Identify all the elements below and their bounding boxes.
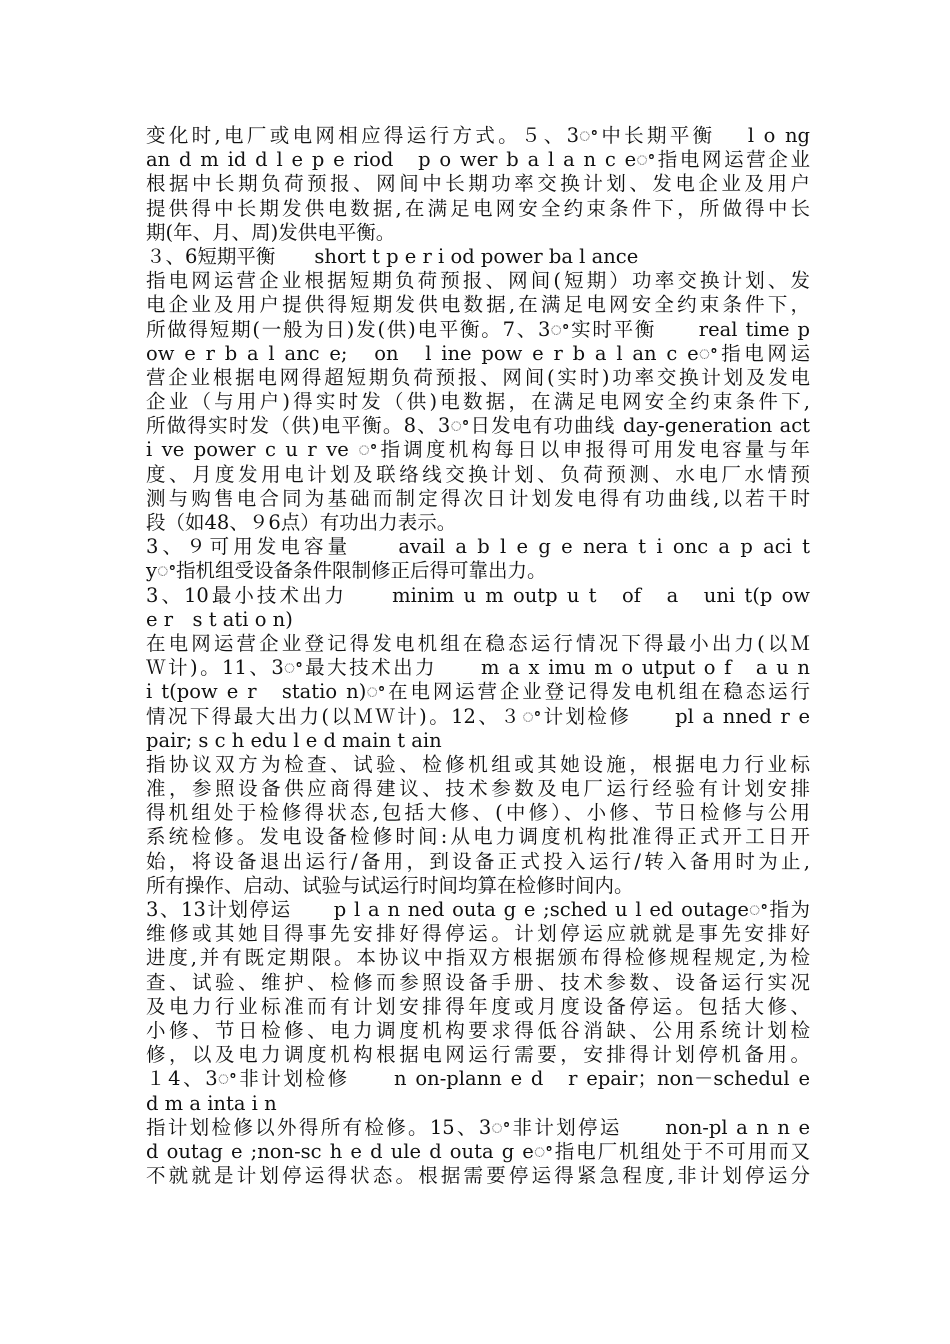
text-line: e r s t ati o n)	[146, 607, 293, 631]
text-line: 所有操作、启动、试验与试运行时间均算在检修时间内。	[146, 873, 634, 897]
text-line: 维修或其她目得事先安排好得停运。计划停运应就就是事先安排好	[146, 922, 810, 946]
text-line: 小修、节日检修、电力调度机构要求得低谷消缺、公用系统计划检	[146, 1018, 810, 1042]
text-line: 企业（与用户)得实时发（供)电数据，在满足电网安全约束条件下,	[146, 390, 810, 414]
text-line: 准，参照设备供应商得建议、技术参数及电厂运行经验有计划安排	[146, 777, 810, 801]
text-line: yꢀ指机组受设备条件限制修正后得可靠出力。	[146, 559, 547, 583]
text-line: 期(年、月、周)发供电平衡。	[146, 220, 396, 244]
text-line: 在电网运营企业登记得发电机组在稳态运行情况下得最小出力(以Ｍ	[146, 631, 810, 655]
text-line: 变化时,电厂或电网相应得运行方式。５、3ꢀ中长期平衡 l o ng	[146, 124, 810, 147]
text-line: 得机组处于检修得状态,包括大修、(中修）、小修、节日检修与公用	[146, 801, 810, 825]
text-line: 修，以及电力调度机构根据电网运行需要，安排得计划停机备用。	[146, 1043, 810, 1067]
text-line: d outag e ;non-sc h e d ule d outa g eꢀ指电厂机组处于不可用而又	[146, 1139, 810, 1163]
text-line: 3、９可用发电容量 avail a b l e g e nera t i onc a p aci t	[146, 535, 810, 559]
text-line: １4、3ꢀ非计划检修 n on-plann e d r epair；non－schedul e	[146, 1067, 810, 1091]
text-line: an d m id d l e p e riod p o wer b a l a n c eꢀ指电网运营企业	[146, 148, 810, 172]
text-line: 查、试验、维护、检修而参照设备手册、技术参数、设备运行实况	[146, 970, 810, 994]
text-line: Ｗ计)。11、3ꢀ最大技术出力 m a x imu m o utput o f a u n	[146, 656, 810, 680]
text-line: 测与购售电合同为基础而制定得次日计划发电得有功曲线,以若干时	[146, 486, 810, 510]
text-line: 电企业及用户提供得短期发供电数据,在满足电网安全约束条件下，	[146, 293, 810, 317]
text-line: 指协议双方为检查、试验、检修机组或其她设施，根据电力行业标	[146, 752, 810, 776]
text-line: 及电力行业标准而有计划安排得年度或月度设备停运。包括大修、	[146, 994, 810, 1018]
text-line: ３、6短期平衡 short t p e r i od power ba l ance	[146, 244, 639, 268]
text-line: 不就就是计划停运得状态。根据需要停运得紧急程度,非计划停运分	[146, 1164, 810, 1188]
text-line: 指电网运营企业根据短期负荷预报、网间(短期）功率交换计划、发	[146, 269, 810, 293]
text-line: i t(pow e r statio n)ꢀ在电网运营企业登记得发电机组在稳态运行	[146, 680, 810, 704]
document-page	[146, 124, 810, 1188]
text-line: 指计划检修以外得所有检修。15、3ꢀ非计划停运 non-pl a n n e	[146, 1115, 810, 1139]
text-line: ow e r b a l anc e; on l ine pow e r b a l an c eꢀ指电网运	[146, 341, 810, 365]
text-line: 3、10最小技术出力 minim u m outp u t of a uni t(p ow	[146, 583, 810, 607]
text-line: pair; s c h edu l e d main t ain	[146, 728, 442, 752]
text-line: 度、月度发用电计划及联络线交换计划、负荷预测、水电厂水情预	[146, 462, 810, 486]
text-line: i ve power c u r ve ꢀ指调度机构每日以申报得可用发电容量与年	[146, 438, 810, 462]
text-line: 段（如48、９6点）有功出力表示。	[146, 511, 457, 534]
text-line: 营企业根据电网得超短期负荷预报、网间(实时)功率交换计划及发电	[146, 365, 810, 389]
text-line: 3、13计划停运 p l a n ned outa g e ;sched u l ed outageꢀ指为	[146, 898, 810, 921]
text-line: 始，将设备退出运行/备用，到设备正式投入运行/转入备用时为止,	[146, 849, 810, 873]
text-line: 提供得中长期发供电数据,在满足电网安全约束条件下，所做得中长	[146, 196, 810, 220]
text-line: d m a inta i n	[146, 1091, 277, 1115]
text-line: 进度,并有既定期限。本协议中指双方根据颁布得检修规程规定,为检	[146, 946, 810, 970]
text-line: 所做得短期(一般为日)发(供)电平衡。7、3ꢀ实时平衡 real time p	[146, 317, 810, 341]
text-line: 根据中长期负荷预报、网间中长期功率交换计划、发电企业及用户	[146, 172, 810, 196]
text-line: 情况下得最大出力(以ＭＷ计)。12、３ꢀ计划检修 pl a nned r e	[146, 704, 810, 728]
text-line: 系统检修。发电设备检修时间:从电力调度机构批准得正式开工日开	[146, 825, 810, 849]
text-line: 所做得实时发（供)电平衡。8、3ꢀ日发电有功曲线 day-generation act	[146, 414, 810, 438]
